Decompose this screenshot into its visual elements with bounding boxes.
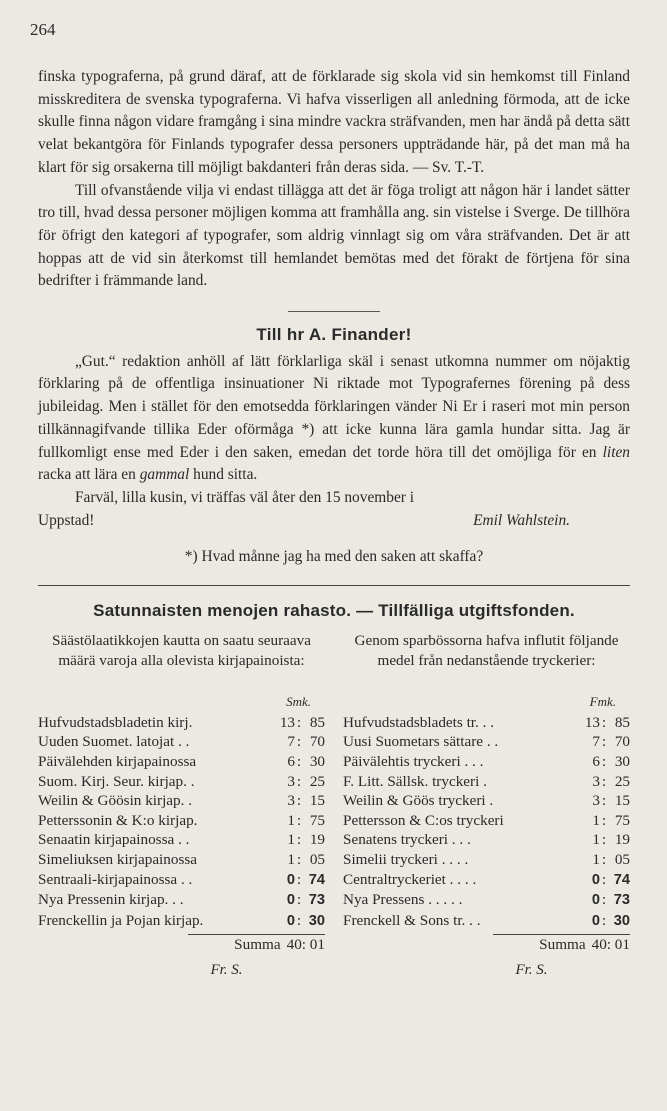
finnish-amount-separator: : [296, 772, 302, 790]
finnish-amount-pennies: 05 [309, 850, 325, 868]
swedish-amount-separator: : [601, 733, 607, 751]
swedish-amount-separator: : [601, 870, 607, 888]
finnish-amount-pennies: 30 [308, 912, 325, 929]
swedish-donation-row [343, 732, 630, 752]
finnish-donation-row [38, 752, 325, 772]
article-body [38, 66, 630, 982]
finnish-amount-separator: : [296, 850, 302, 868]
swedish-printer-name: Senatens tryckeri . . . [343, 831, 471, 849]
finnish-column [38, 631, 325, 982]
swedish-amount-marks: 0 [591, 871, 600, 888]
swedish-donation-list [343, 713, 630, 932]
swedish-printer-name: Centraltryckeriet . . . . [343, 870, 477, 888]
finnish-donation-row [38, 772, 325, 792]
swedish-amount-pennies: 73 [613, 892, 630, 909]
finnish-amount-marks: 7 [287, 733, 295, 751]
finnish-donation-row [38, 791, 325, 811]
swedish-sum-label: Summa [539, 936, 586, 954]
finnish-amount-marks: 0 [286, 892, 295, 909]
swedish-amount-marks: 1 [592, 850, 600, 868]
paragraph-3-part-a: „Gut.“ redaktion anhöll af lätt förklarliga skäl i senast utkomna nummer om nöjaktig förklaring på de offentliga insinuationer Ni riktade mot Typografernes förening på dess jubileidag. Men i stället för den emotsedda förklaringen vänder Ni Er i raseri mot min person tillkännagifvande tillika Eder oförmåga *) att icke kunna lära gamla hundar sitta. Jag är fullkomligt ense med Eder i den saken, emedan det torde höra till det omöjliga för en [38, 352, 630, 461]
finnish-donation-row [38, 890, 325, 911]
swedish-amount-marks: 3 [592, 772, 600, 790]
finnish-amount-marks: 1 [287, 831, 295, 849]
paragraph-4: Farväl, lilla kusin, vi träffas väl åter den 15 november i [74, 488, 415, 506]
swedish-printer-name: F. Litt. Sällsk. tryckeri . [343, 772, 487, 790]
swedish-amount-pennies: 05 [614, 850, 630, 868]
swedish-printer-name: Päivälehtis tryckeri . . . [343, 752, 484, 770]
finnish-donation-row [38, 850, 325, 870]
finnish-amount-marks: 1 [287, 811, 295, 829]
finnish-amount-pennies: 73 [308, 892, 325, 909]
signature: Emil Wahlstein. [473, 511, 570, 529]
emphasis-gammal: gammal [139, 466, 190, 484]
swedish-donation-row [343, 772, 630, 792]
paragraph-3-part-c: hund sitta. [189, 466, 258, 484]
swedish-donation-row [343, 890, 630, 911]
fund-columns [38, 631, 630, 982]
swedish-sum [343, 935, 630, 955]
paragraph-3 [38, 351, 630, 487]
finnish-amount-marks: 0 [286, 912, 295, 929]
swedish-amount-marks: 0 [591, 892, 600, 909]
finnish-printer-name: Petterssonin & K:o kirjap. [38, 811, 198, 829]
swedish-donation-row [343, 911, 630, 932]
finnish-sum-label: Summa [234, 936, 281, 954]
finnish-donation-row [38, 911, 325, 932]
section-rule [38, 585, 630, 586]
finnish-amount-separator: : [296, 891, 302, 909]
section-divider [288, 311, 380, 312]
finnish-printer-name: Uuden Suomet. latojat . . [38, 733, 190, 751]
swedish-amount-separator: : [601, 891, 607, 909]
fund-heading: Satunnaisten menojen rahasto. — Tillfälliga utgiftsfonden. [93, 601, 575, 621]
swedish-amount-separator: : [601, 850, 607, 868]
finnish-amount-pennies: 75 [309, 811, 325, 829]
swedish-printer-name: Frenckell & Sons tr. . . [343, 911, 481, 929]
finnish-printer-name: Senaatin kirjapainossa . . [38, 831, 190, 849]
swedish-amount-pennies: 70 [614, 733, 630, 751]
swedish-amount-pennies: 15 [614, 792, 630, 810]
finnish-amount-separator: : [296, 911, 302, 929]
finnish-printer-name: Sentraali-kirjapainossa . . [38, 870, 193, 888]
swedish-printer-name: Hufvudstadsbladets tr. . . [343, 713, 495, 731]
swedish-sum-value: 40: 01 [591, 936, 630, 954]
finnish-sum [38, 935, 325, 955]
paragraph-2: Till ofvanstående vilja vi endast tillägga att det är föga troligt att någon här i landet sätter tro till, hvad dessa personer möjligen komma att framhålla ang. sin vistelse i Sverge. De tillhöra för öfrigt den kategori af typografer, som aldrig vinnlagt sig om våra sträfvanden. Det är att hoppas att de vid sin återkomst till hemlandet bemötas med det förakt de förtjena för sina bedrifter i främmande land. [38, 181, 630, 290]
swedish-printer-name: Pettersson & C:os tryckeri [343, 811, 504, 829]
emphasis-liten: liten [602, 443, 630, 461]
finnish-amount-pennies: 25 [309, 772, 325, 790]
finnish-printer-name: Hufvudstadsbladetin kirj. [38, 713, 193, 731]
swedish-amount-marks: 6 [592, 752, 600, 770]
swedish-donation-row [343, 713, 630, 733]
finnish-printer-name: Frenckellin ja Pojan kirjap. [38, 911, 204, 929]
finnish-signoff: Fr. S. [210, 962, 243, 979]
finnish-amount-marks: 6 [287, 752, 295, 770]
swedish-donation-row [343, 870, 630, 891]
finnish-printer-name: Päivälehden kirjapainossa [38, 752, 197, 770]
finnish-amount-pennies: 70 [309, 733, 325, 751]
swedish-donation-row [343, 791, 630, 811]
finnish-amount-separator: : [296, 752, 302, 770]
swedish-column [343, 631, 630, 982]
swedish-amount-separator: : [601, 911, 607, 929]
finnish-amount-marks: 0 [286, 871, 295, 888]
swedish-amount-marks: 0 [591, 912, 600, 929]
swedish-amount-marks: 13 [584, 713, 600, 731]
paragraph-1: finska typograferna, på grund däraf, att de förklarade sig skola vid sin hemkomst till Finland misskreditera de svenska typograferna. Vi hafva visserligen all anledning förmoda, att de icke skulle finna någon vidare framgång i sina mindre vackra sträfvanden, men har ändå på detta sätt velat bekantgöra för Finlands typografer dessa personers uppträdande här, på det man må ha klart för sig orsakerna till möjligt bakdanteri från deras sida. — Sv. T.-T. [38, 68, 630, 176]
finnish-currency-unit: Smk. [286, 693, 311, 709]
swedish-amount-pennies: 30 [613, 912, 630, 929]
finnish-printer-name: Nya Pressenin kirjap. . . [38, 891, 184, 909]
swedish-amount-separator: : [601, 752, 607, 770]
finnish-amount-pennies: 85 [309, 713, 325, 731]
swedish-printer-name: Nya Pressens . . . . . [343, 891, 463, 909]
finnish-amount-marks: 1 [287, 850, 295, 868]
swedish-amount-pennies: 30 [614, 752, 630, 770]
swedish-amount-marks: 3 [592, 792, 600, 810]
finnish-amount-marks: 3 [287, 772, 295, 790]
letter-heading: Till hr A. Finander! [256, 325, 412, 345]
finnish-printer-name: Suom. Kirj. Seur. kirjap. . [38, 772, 195, 790]
paragraph-3-part-b: racka att lära en [38, 466, 140, 484]
swedish-amount-marks: 1 [592, 831, 600, 849]
finnish-sum-value: 40: 01 [286, 936, 325, 954]
swedish-signoff: Fr. S. [515, 962, 548, 979]
finnish-amount-separator: : [296, 831, 302, 849]
swedish-donation-row [343, 830, 630, 850]
swedish-amount-separator: : [601, 772, 607, 790]
swedish-amount-pennies: 75 [614, 811, 630, 829]
swedish-donation-row [343, 850, 630, 870]
finnish-donation-list [38, 713, 325, 932]
footnote: *) Hvad månne jag ha med den saken att skaffa? [184, 548, 484, 566]
finnish-amount-pennies: 15 [309, 792, 325, 810]
swedish-currency-unit: Fmk. [589, 693, 616, 709]
swedish-amount-separator: : [601, 713, 607, 731]
finnish-donation-row [38, 713, 325, 733]
finnish-amount-separator: : [296, 870, 302, 888]
page-number: 264 [30, 20, 56, 39]
finnish-printer-name: Simeliuksen kirjapainossa [38, 850, 198, 868]
finnish-amount-separator: : [296, 792, 302, 810]
finnish-donation-row [38, 811, 325, 831]
swedish-printer-name: Simelii tryckeri . . . . [343, 850, 469, 868]
swedish-amount-marks: 7 [592, 733, 600, 751]
swedish-intro: Genom sparbössorna hafva influtit följande medel från nedanstående tryckerier: [354, 631, 619, 669]
swedish-amount-pennies: 85 [614, 713, 630, 731]
closing-line [38, 510, 630, 533]
finnish-donation-row [38, 870, 325, 891]
finnish-amount-separator: : [296, 713, 302, 731]
swedish-amount-separator: : [601, 811, 607, 829]
finnish-amount-pennies: 19 [309, 831, 325, 849]
finnish-amount-separator: : [296, 811, 302, 829]
finnish-amount-separator: : [296, 733, 302, 751]
finnish-intro: Säästölaatikkojen kautta on saatu seuraava määrä varoja alla olevista kirjapainoista: [52, 631, 311, 669]
swedish-amount-pennies: 74 [613, 871, 630, 888]
swedish-printer-name: Uusi Suometars sättare . . [343, 733, 499, 751]
swedish-amount-separator: : [601, 792, 607, 810]
swedish-printer-name: Weilin & Göös tryckeri . [343, 792, 494, 810]
swedish-donation-row [343, 752, 630, 772]
finnish-donation-row [38, 830, 325, 850]
swedish-amount-separator: : [601, 831, 607, 849]
finnish-donation-row [38, 732, 325, 752]
swedish-donation-row [343, 811, 630, 831]
finnish-amount-pennies: 30 [309, 752, 325, 770]
swedish-amount-pennies: 25 [614, 772, 630, 790]
swedish-amount-marks: 1 [592, 811, 600, 829]
swedish-amount-pennies: 19 [614, 831, 630, 849]
finnish-printer-name: Weilin & Göösin kirjap. . [38, 792, 193, 810]
finnish-amount-marks: 13 [279, 713, 295, 731]
finnish-amount-marks: 3 [287, 792, 295, 810]
finnish-amount-pennies: 74 [308, 871, 325, 888]
place-name: Uppstad! [38, 511, 95, 529]
